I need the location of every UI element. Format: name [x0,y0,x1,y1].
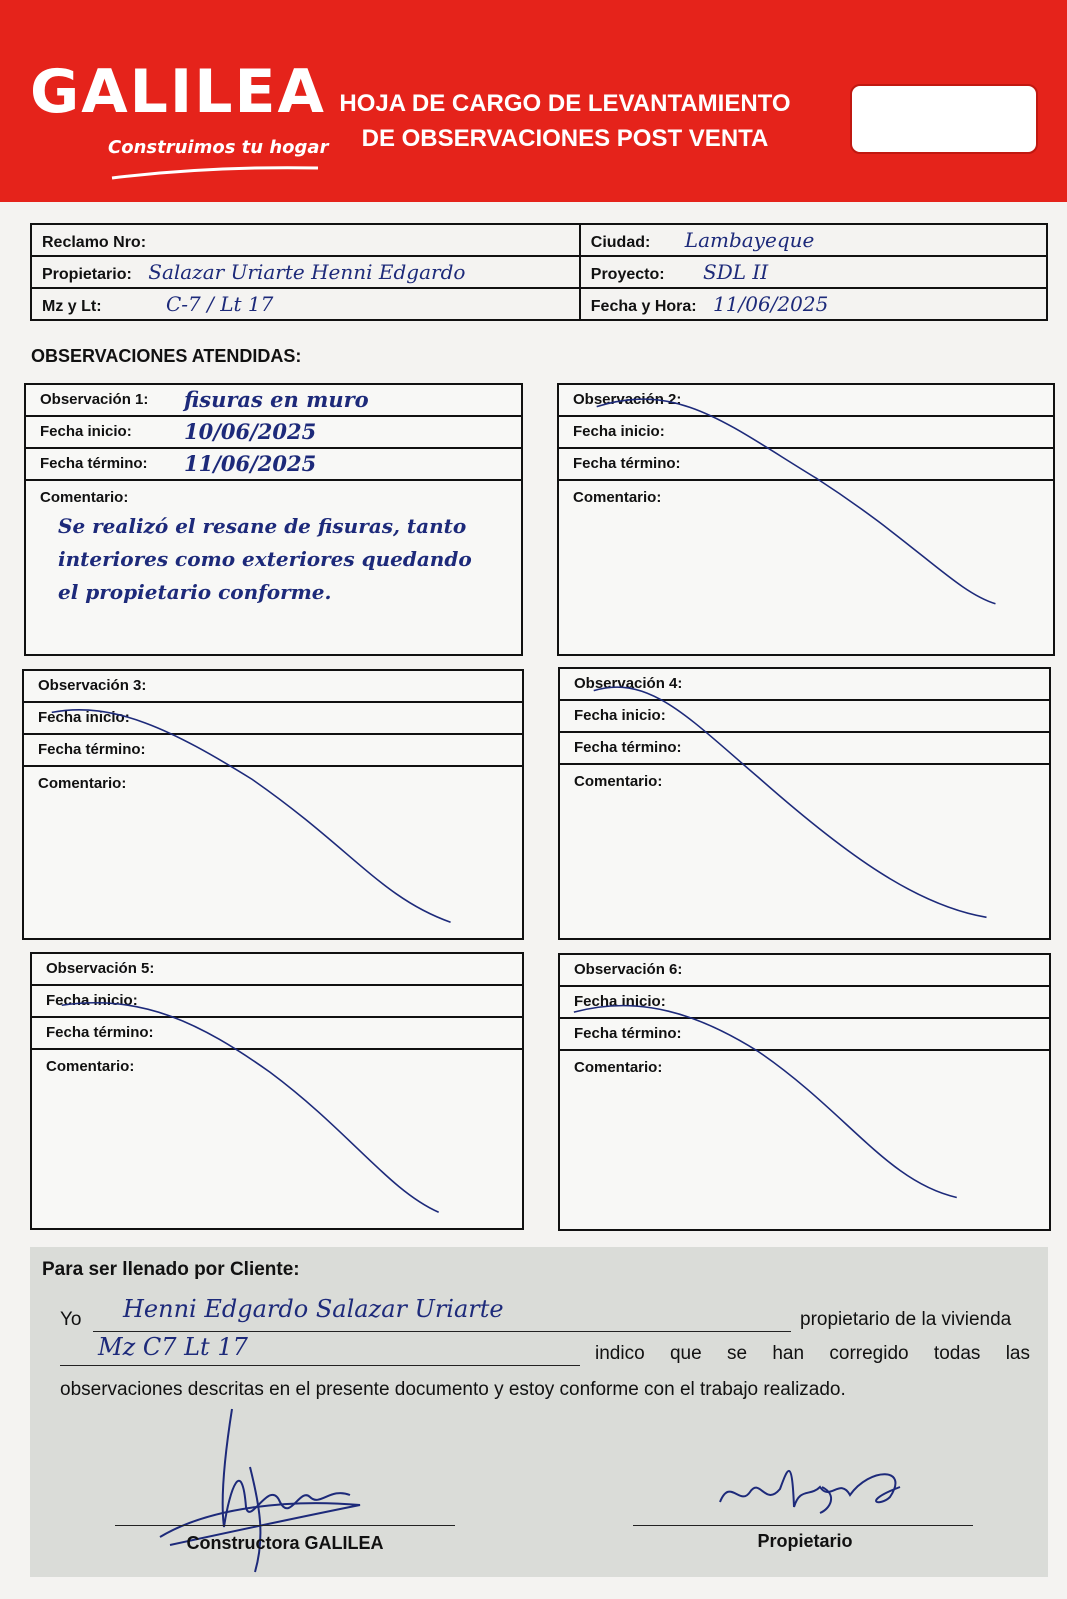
constructora-signature-line [115,1525,455,1526]
propietario-cell [31,256,580,288]
obs6-fecha-termino-row [560,1019,1049,1051]
document-number-box [850,84,1038,154]
obs4-fecha-inicio-row [560,701,1049,733]
observation-box-6 [558,953,1051,1231]
document-header [0,0,1067,202]
proyecto-label: Proyecto: [590,266,665,283]
propietario-vivienda-text: propietario de la vivienda [800,1309,1012,1330]
obs1-comentario-label: Comentario: [40,489,129,506]
obs2-title-row [559,385,1053,417]
obs5-comentario-label: Comentario: [46,1058,135,1075]
logo-swoosh-icon [110,166,320,180]
reclamo-cell [31,224,580,256]
obs3-fecha-inicio-row [24,703,522,735]
observation-box-4 [558,667,1051,940]
proyecto-value: SDL II [703,260,769,284]
observation-box-5 [30,952,524,1230]
mzlt-cell [31,288,580,320]
obs3-fecha-inicio-label: Fecha inicio: [38,709,130,726]
obs2-comentario-label: Comentario: [573,489,662,506]
obs4-comentario-label: Comentario: [574,773,663,790]
obs2-label: Observación 2: [573,391,682,408]
obs2-fecha-inicio-label: Fecha inicio: [573,423,665,440]
obs1-fecha-inicio-row [26,417,521,449]
indico-text: indico que se han corregido todas las [595,1343,1030,1364]
observation-box-2 [557,383,1055,656]
fecha-hora-cell [580,288,1047,320]
obs1-comentario-text [40,510,507,609]
obs6-fecha-inicio-label: Fecha inicio: [574,993,666,1010]
client-section-title: Para ser llenado por Cliente: [42,1259,300,1280]
obs1-title-row [26,385,521,417]
obs4-label: Observación 4: [574,675,683,692]
propietario-label: Propietario: [42,266,132,283]
obs6-title-row [560,955,1049,987]
client-statement-line-3: observaciones descritas en el presente documento y estoy conforme con el trabajo realizado. [60,1379,846,1400]
obs5-fecha-inicio-row [32,986,522,1018]
address-fill-line [60,1333,580,1366]
obs1-value: fisuras en muro [184,387,369,412]
ciudad-cell [580,224,1047,256]
obs6-label: Observación 6: [574,961,683,978]
title-line-2: DE OBSERVACIONES POST VENTA [361,125,769,152]
propietario-signature-line [633,1525,973,1526]
address-value: Mz C7 Lt 17 [98,1333,248,1361]
obs1-label: Observación 1: [40,391,149,408]
obs5-fecha-termino-label: Fecha término: [46,1024,154,1041]
constructora-signature-label: Constructora GALILEA [186,1533,384,1553]
obs2-fecha-inicio-row [559,417,1053,449]
ciudad-label: Ciudad: [590,234,651,251]
owner-name-value: Henni Edgardo Salazar Uriarte [123,1295,504,1323]
propietario-signature-label: Propietario [757,1531,853,1551]
obs1-comentario-line-1: Se realizó el resane de fisuras, tanto [58,514,467,538]
obs6-fecha-termino-label: Fecha término: [574,1025,682,1042]
title-line-1: HOJA DE CARGO DE LEVANTAMIENTO [339,90,791,117]
obs3-title-row [24,671,522,703]
fecha-hora-value: 11/06/2025 [713,292,829,316]
section-title: OBSERVACIONES ATENDIDAS: [31,346,302,366]
obs3-fecha-termino-row [24,735,522,767]
obs1-comentario [26,481,521,617]
owner-name-fill-line [93,1295,791,1332]
obs2-fecha-termino-label: Fecha término: [573,455,681,472]
obs5-fecha-termino-row [32,1018,522,1050]
obs4-title-row [560,669,1049,701]
propietario-signature-icon [710,1447,930,1532]
obs1-fecha-termino-row [26,449,521,481]
logo-wordmark: GALILEA [30,57,326,127]
document-title [330,86,800,156]
observation-box-1 [24,383,523,656]
obs6-comentario-label: Comentario: [574,1059,663,1076]
obs4-fecha-inicio-label: Fecha inicio: [574,707,666,724]
obs1-fecha-termino-value: 11/06/2025 [184,451,317,476]
obs1-fecha-inicio-value: 10/06/2025 [184,419,317,444]
obs1-fecha-inicio-label: Fecha inicio: [40,423,132,440]
obs3-comentario-label: Comentario: [38,775,127,792]
observation-box-3 [22,669,524,940]
mzlt-value: C-7 / Lt 17 [166,292,274,316]
obs4-fecha-termino-row [560,733,1049,765]
client-section [30,1247,1048,1577]
proyecto-cell [580,256,1047,288]
galilea-logo [30,57,329,182]
logo-tagline: Construimos tu hogar [108,137,329,158]
obs5-title-row [32,954,522,986]
fecha-hora-label: Fecha y Hora: [590,298,697,315]
reclamo-label: Reclamo Nro: [42,234,147,251]
ciudad-value: Lambayeque [684,228,815,252]
obs2-fecha-termino-row [559,449,1053,481]
propietario-value: Salazar Uriarte Henni Edgardo [148,260,466,284]
obs3-fecha-termino-label: Fecha término: [38,741,146,758]
obs1-comentario-line-2: interiores como exteriores quedando [58,547,472,571]
yo-text: Yo [60,1309,82,1330]
obs5-label: Observación 5: [46,960,155,977]
obs5-fecha-inicio-label: Fecha inicio: [46,992,138,1009]
obs3-label: Observación 3: [38,677,147,694]
claim-info-table [30,223,1048,321]
obs6-fecha-inicio-row [560,987,1049,1019]
obs1-fecha-termino-label: Fecha término: [40,455,148,472]
obs1-comentario-line-3: el propietario conforme. [58,580,332,604]
obs4-fecha-termino-label: Fecha término: [574,739,682,756]
mzlt-label: Mz y Lt: [42,298,102,315]
